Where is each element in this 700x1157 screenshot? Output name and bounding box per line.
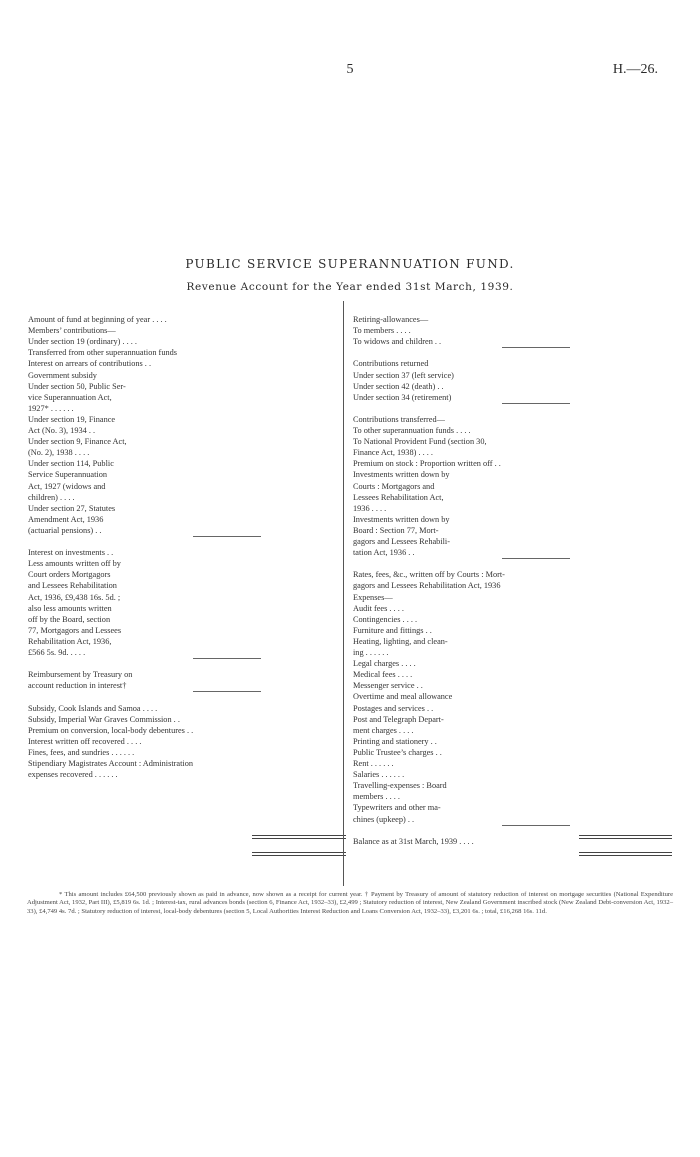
left-line-label: 1927* . . . . . . bbox=[28, 403, 74, 413]
left-line-label: Interest written off recovered . . . . bbox=[28, 736, 142, 746]
left-line-label: Act, 1936, £9,438 16s. 5d. ; bbox=[28, 592, 121, 602]
right-line-label: Board : Section 77, Mort- bbox=[353, 525, 439, 535]
left-line-label: Subsidy, Imperial War Graves Commission . . bbox=[28, 714, 180, 724]
right-subtotal-rule bbox=[502, 825, 570, 826]
column-divider bbox=[343, 301, 344, 886]
right-line-label: gagors and Lessees Rehabili- bbox=[353, 537, 450, 546]
left-total-rule-bottom bbox=[252, 852, 346, 856]
right-line-label: chines (upkeep) . . bbox=[353, 814, 415, 824]
left-line-label: Under section 114, Public bbox=[28, 459, 114, 469]
right-line-label: Finance Act, 1938) . . . . bbox=[353, 448, 433, 458]
right-line-label: Heating, lighting, and clean- bbox=[353, 636, 448, 646]
left-line-label: 77, Mortgagors and Lessees bbox=[28, 625, 122, 635]
right-line-label: To National Provident Fund (section 30, bbox=[353, 437, 487, 447]
left-line-label: Premium on conversion, local-body debentures . . bbox=[28, 725, 194, 735]
right-line-label: Contributions transferred— bbox=[353, 414, 445, 424]
right-line-label: Contributions returned bbox=[353, 359, 429, 369]
right-line-label: To other superannuation funds . . . . bbox=[353, 426, 471, 435]
left-line-label: Under section 50, Public Ser- bbox=[28, 381, 126, 391]
right-line-label: Postages and services . . bbox=[353, 703, 434, 713]
left-line-label: Under section 19 (ordinary) . . . . bbox=[28, 337, 137, 347]
right-line-label: To members . . . . bbox=[353, 326, 411, 336]
left-line-label: Transferred from other superannuation funds bbox=[28, 348, 177, 358]
left-line-label: Government subsidy bbox=[28, 370, 97, 380]
right-line-label: tation Act, 1936 . . bbox=[353, 548, 415, 558]
right-line-label: Audit fees . . . . bbox=[353, 603, 404, 613]
right-line-label: Public Trustee’s charges . . bbox=[353, 747, 442, 757]
left-line-label: Service Superannuation bbox=[28, 470, 108, 480]
left-line-label: Interest on investments . . bbox=[28, 548, 114, 558]
right-line-label: Furniture and fittings . . bbox=[353, 625, 432, 635]
left-subtotal-rule bbox=[193, 658, 261, 659]
right-line-label: Lessees Rehabilitation Act, bbox=[353, 492, 444, 502]
left-line-label: Members’ contributions— bbox=[28, 326, 116, 336]
right-line-label: Rent . . . . . . bbox=[353, 759, 394, 768]
document-reference: H.—26. bbox=[612, 62, 658, 77]
left-line-label: Under section 27, Statutes bbox=[28, 503, 116, 513]
right-line-label: Messenger service . . bbox=[353, 681, 423, 691]
left-line-label: Fines, fees, and sundries . . . . . . bbox=[28, 747, 135, 757]
right-line-label: Under section 34 (retirement) bbox=[353, 392, 452, 402]
right-line-label: Expenses— bbox=[353, 592, 393, 602]
right-line-label: Investments written down by bbox=[353, 514, 450, 524]
right-line-label: Rates, fees, &c., written off by Courts : Mort- bbox=[353, 570, 505, 580]
left-line-label: account reduction in interest† bbox=[28, 681, 127, 691]
right-line-label: 1936 . . . . bbox=[353, 503, 387, 513]
right-line-label: Premium on stock : Proportion written off . . bbox=[353, 459, 501, 469]
left-line-label: Court orders Mortgagors bbox=[28, 570, 111, 580]
right-line-label: To widows and children . . bbox=[353, 337, 442, 347]
right-line-label: Printing and stationery . . bbox=[353, 736, 437, 746]
left-line-label: (actuarial pensions) . . bbox=[28, 525, 102, 535]
left-line-label: expenses recovered . . . . . . bbox=[28, 770, 118, 780]
right-total-rule-bottom bbox=[579, 852, 672, 856]
right-subtotal-rule bbox=[502, 347, 570, 348]
left-subtotal-rule bbox=[193, 691, 261, 692]
right-line-label: Courts : Mortgagors and bbox=[353, 481, 435, 491]
left-line-label: Under section 9, Finance Act, bbox=[28, 437, 127, 447]
right-line-label: Contingencies . . . . bbox=[353, 614, 418, 624]
left-line-label: Act (No. 3), 1934 . . bbox=[28, 426, 96, 435]
left-line-label: Under section 19, Finance bbox=[28, 414, 116, 424]
page-number: 5 bbox=[346, 62, 354, 77]
footnote-text: * This amount includes £64,500 previously shown as paid in advance, now shown as a receipt for current year. † Payment by Treasury of amount of statutory reduction of interest on mortgage securities (National Expenditure Adjustment Act, 1932, Part III), £5,819 6s. 1d. ; Interest-tax, rural advances bonds (section 6, Finance Act, 1932–33), £2,499 ; Statutory reduction of interest, New Zealand Government inscribed stock (New Zealand Debt-conversion Act, 1932–33), £4,749 4s. 7d. ; Statutory reduction of interest, local-body debentures (section 5, Local Authorities Interest Reduction and Loans Conversion Act, 1932–33), £3,201 6s. ; total, £16,268 16s. 11d. bbox=[27, 891, 673, 915]
account-title: Revenue Account for the Year ended 31st March, 1939. bbox=[186, 281, 514, 293]
right-line-label: Typewriters and other ma- bbox=[353, 803, 441, 813]
fund-title: PUBLIC SERVICE SUPERANNUATION FUND. bbox=[185, 257, 515, 271]
left-line-label: Less amounts written off by bbox=[28, 559, 121, 569]
right-subtotal-rule bbox=[502, 403, 570, 404]
left-line-label: Stipendiary Magistrates Account : Administration bbox=[28, 759, 193, 768]
right-line-label: Medical fees . . . . bbox=[353, 670, 413, 680]
right-line-label: Post and Telegraph Depart- bbox=[353, 714, 444, 724]
right-line-label: Salaries . . . . . . bbox=[353, 770, 405, 780]
left-line-label: Interest on arrears of contributions . . bbox=[28, 359, 152, 369]
right-line-label: Legal charges . . . . bbox=[353, 659, 416, 669]
left-line-label: vice Superannuation Act, bbox=[28, 392, 112, 402]
left-line-label: also less amounts written bbox=[28, 603, 112, 613]
left-subtotal-rule bbox=[193, 536, 261, 537]
right-line-label: gagors and Lessees Rehabilitation Act, 1936 bbox=[353, 581, 501, 591]
left-line-label: children) . . . . bbox=[28, 492, 75, 502]
left-line-label: (No. 2), 1938 . . . . bbox=[28, 448, 90, 458]
right-line-label: Retiring-allowances— bbox=[353, 315, 429, 324]
right-line-label: Balance as at 31st March, 1939 . . . . bbox=[353, 836, 474, 846]
right-line-label: ment charges . . . . bbox=[353, 725, 414, 735]
left-line-label: and Lessees Rehabilitation bbox=[28, 581, 117, 591]
right-line-label: Under section 42 (death) . . bbox=[353, 381, 444, 391]
right-line-label: ing . . . . . . bbox=[353, 648, 389, 657]
right-line-label: Travelling-expenses : Board bbox=[353, 781, 447, 791]
left-line-label: Amount of fund at beginning of year . . . . bbox=[28, 315, 167, 324]
left-line-label: Amendment Act, 1936 bbox=[28, 514, 104, 524]
left-line-label: Rehabilitation Act, 1936, bbox=[28, 636, 112, 646]
left-line-label: Reimbursement by Treasury on bbox=[28, 670, 133, 680]
right-subtotal-rule bbox=[502, 558, 570, 559]
left-line-label: off by the Board, section bbox=[28, 614, 111, 624]
right-line-label: Under section 37 (left service) bbox=[353, 370, 454, 380]
left-line-label: £566 5s. 9d. . . . . bbox=[28, 648, 86, 657]
right-line-label: members . . . . bbox=[353, 792, 401, 802]
left-total-rule-top bbox=[252, 835, 346, 839]
left-line-label: Act, 1927 (widows and bbox=[28, 481, 106, 491]
right-total-rule-top bbox=[579, 835, 672, 839]
right-line-label: Overtime and meal allowance bbox=[353, 692, 453, 702]
right-line-label: Investments written down by bbox=[353, 470, 450, 480]
footnotes bbox=[27, 891, 673, 916]
left-line-label: Subsidy, Cook Islands and Samoa . . . . bbox=[28, 703, 158, 713]
